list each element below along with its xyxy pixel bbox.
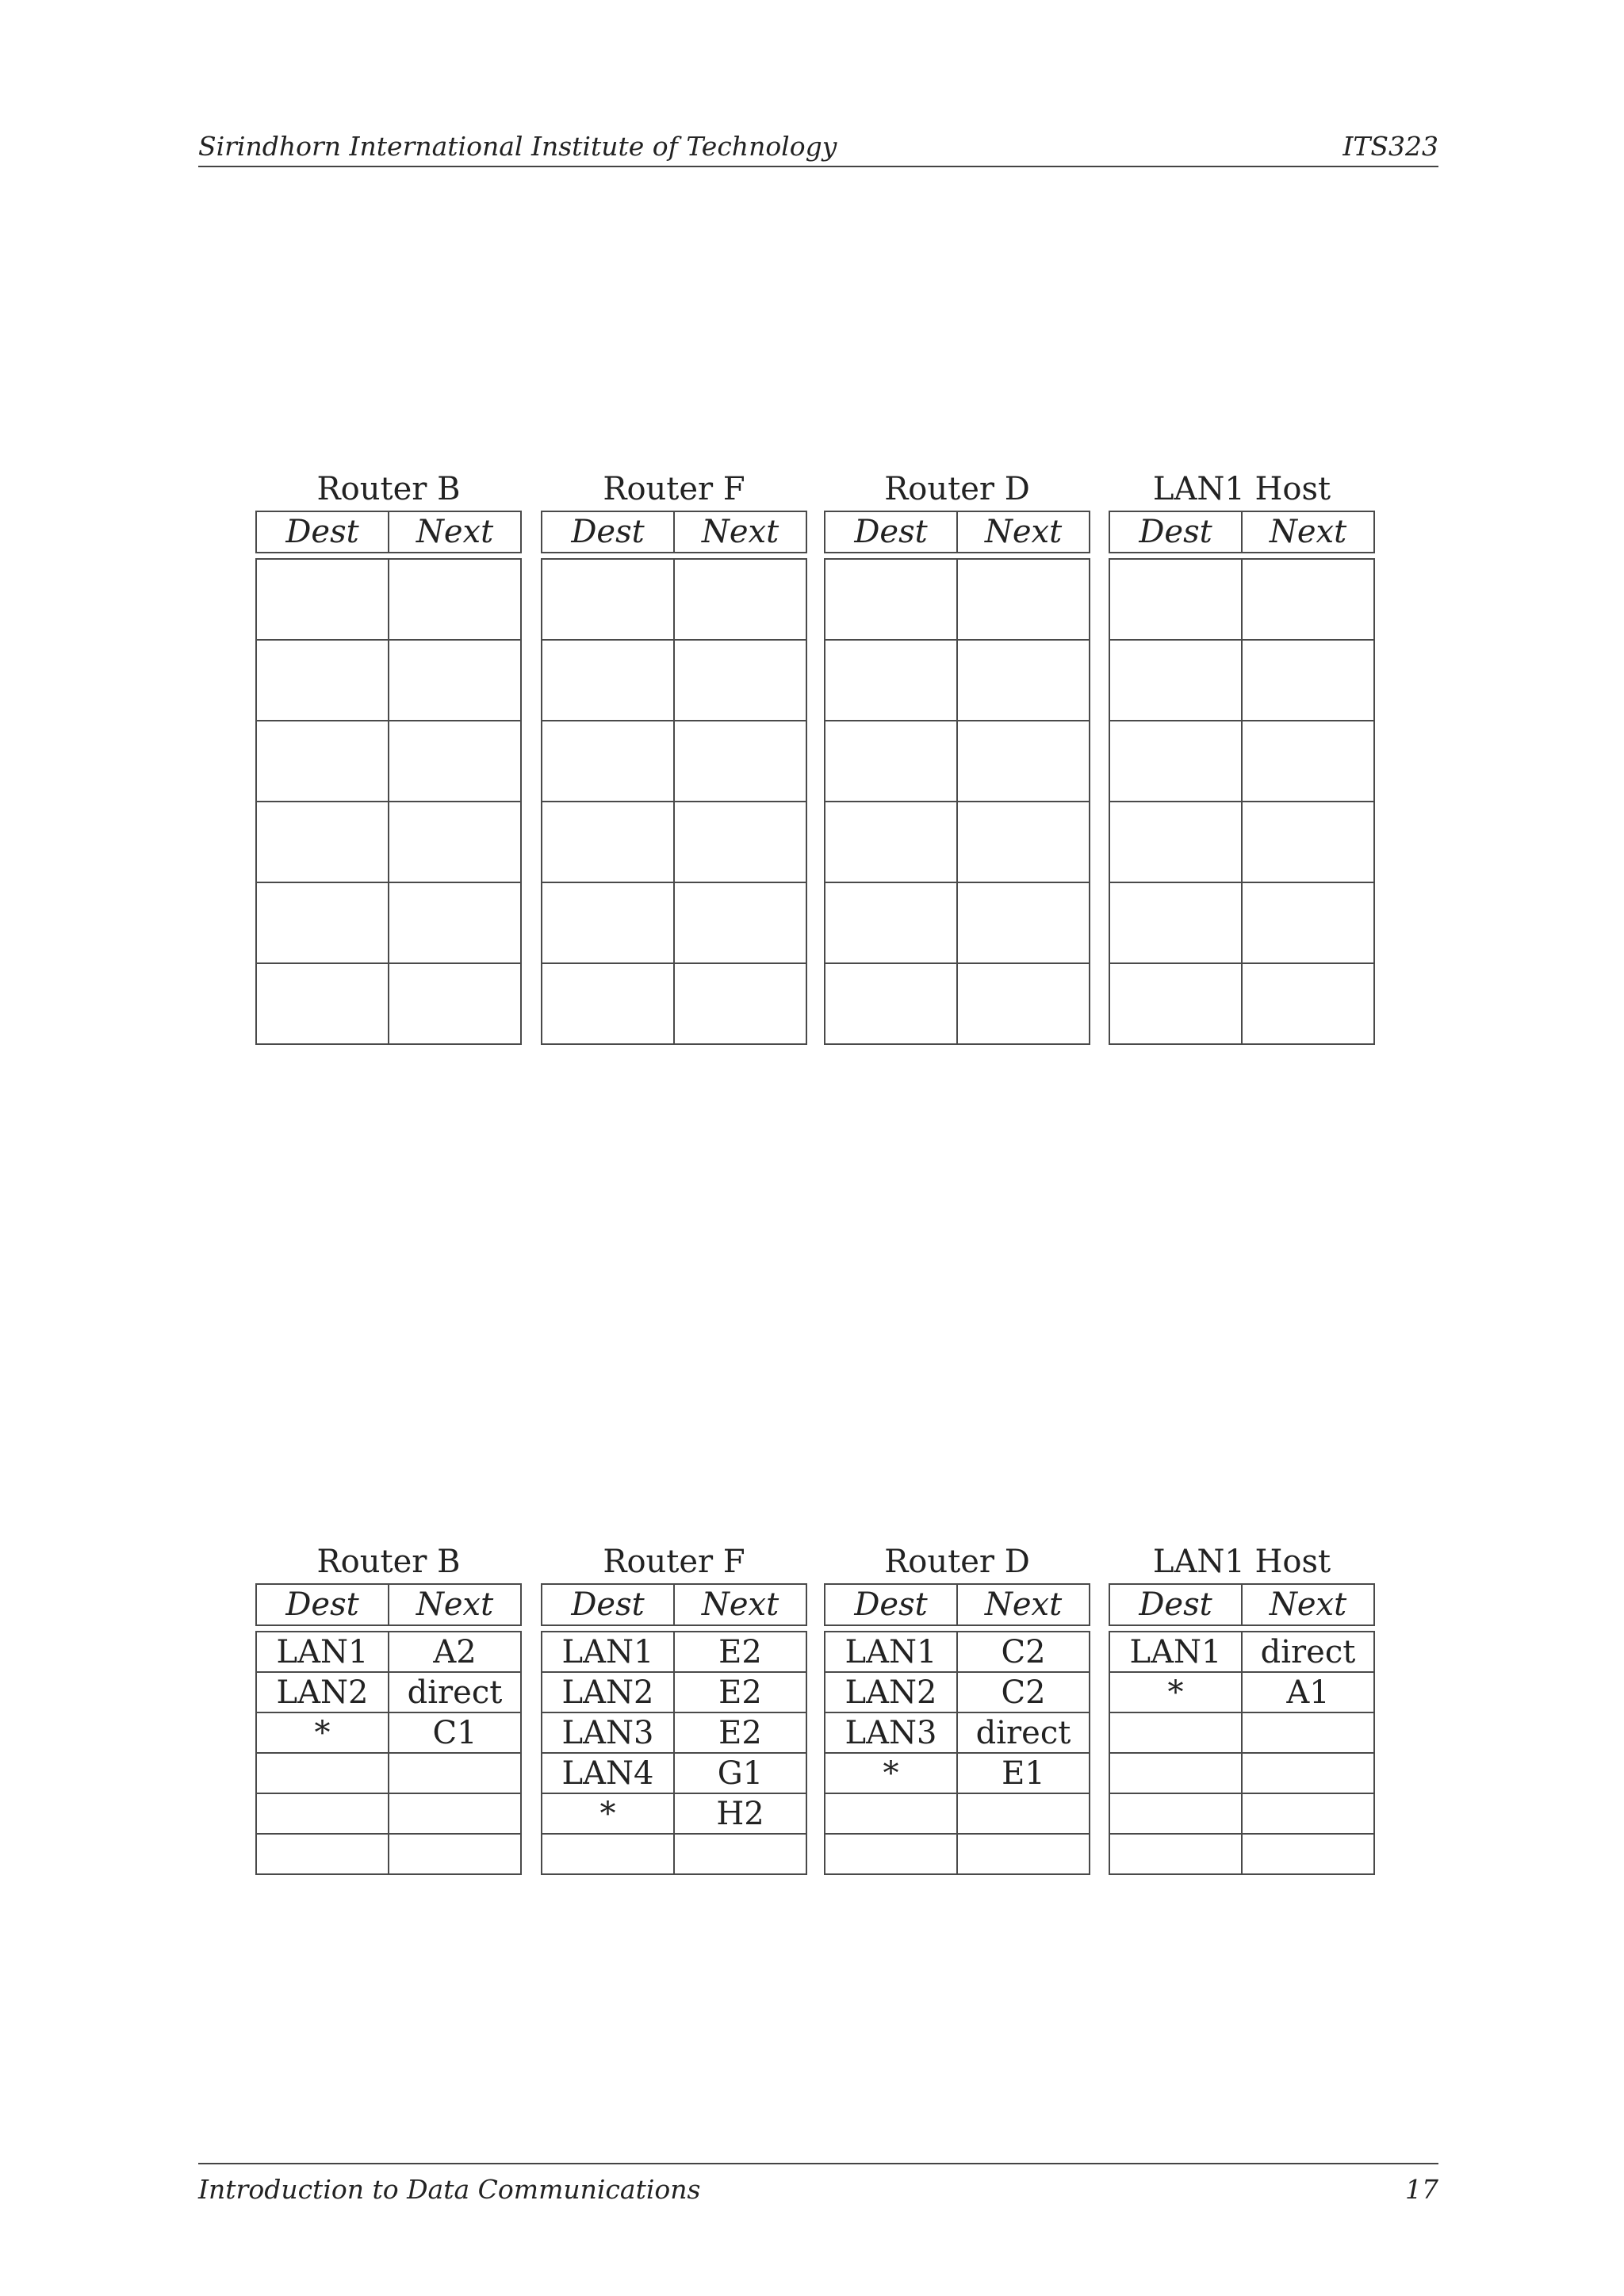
next-cell bbox=[957, 640, 1090, 721]
next-cell bbox=[1242, 559, 1374, 640]
table-body bbox=[824, 558, 1090, 1045]
dest-cell bbox=[1109, 1712, 1242, 1753]
dest-cell: LAN4 bbox=[542, 1753, 674, 1793]
table-header bbox=[1109, 1583, 1375, 1626]
next-cell bbox=[674, 802, 806, 882]
next-cell: direct bbox=[1242, 1632, 1374, 1672]
table-header bbox=[541, 511, 807, 553]
dest-cell: * bbox=[542, 1793, 674, 1834]
next-cell: direct bbox=[389, 1672, 521, 1712]
table-body bbox=[1109, 558, 1375, 1045]
table-header bbox=[824, 511, 1090, 553]
table-row bbox=[825, 1753, 1090, 1793]
table-row bbox=[542, 721, 806, 802]
table-row bbox=[1109, 1712, 1374, 1753]
dest-cell: LAN3 bbox=[825, 1712, 957, 1753]
dest-cell bbox=[542, 1834, 674, 1874]
next-cell bbox=[674, 1834, 806, 1874]
table-row bbox=[256, 640, 521, 721]
next-cell bbox=[674, 882, 806, 963]
table-row bbox=[1109, 1632, 1374, 1672]
table-row bbox=[1109, 1672, 1374, 1712]
table-row bbox=[1109, 640, 1374, 721]
next-cell: A1 bbox=[1242, 1672, 1374, 1712]
next-cell bbox=[389, 802, 521, 882]
dest-cell bbox=[1109, 559, 1242, 640]
table-row bbox=[542, 802, 806, 882]
dest-cell bbox=[1109, 640, 1242, 721]
next-cell bbox=[1242, 1753, 1374, 1793]
dest-cell bbox=[256, 1753, 389, 1793]
table-row bbox=[542, 1712, 806, 1753]
dest-cell: LAN1 bbox=[542, 1632, 674, 1672]
page-header bbox=[198, 131, 1438, 162]
table-row bbox=[825, 1632, 1090, 1672]
next-cell bbox=[674, 963, 806, 1044]
table-body bbox=[255, 1631, 522, 1875]
dest-cell: * bbox=[1109, 1672, 1242, 1712]
table-title: Router B bbox=[316, 471, 461, 507]
dest-cell bbox=[825, 1834, 957, 1874]
dest-cell bbox=[1109, 1834, 1242, 1874]
table-title: LAN1 Host bbox=[1152, 471, 1331, 507]
next-cell bbox=[1242, 802, 1374, 882]
table-row bbox=[825, 882, 1090, 963]
table-title: Router D bbox=[884, 1544, 1030, 1580]
next-cell bbox=[389, 1793, 521, 1834]
next-cell: G1 bbox=[674, 1753, 806, 1793]
header-rule bbox=[198, 166, 1438, 167]
header-institute: Sirindhorn International Institute of Technology bbox=[198, 131, 837, 162]
dest-cell bbox=[256, 1793, 389, 1834]
dest-cell bbox=[1109, 721, 1242, 802]
header-course-code: ITS323 bbox=[1342, 131, 1438, 162]
dest-cell bbox=[542, 559, 674, 640]
table-row bbox=[542, 882, 806, 963]
next-cell bbox=[674, 721, 806, 802]
table-body bbox=[541, 1631, 807, 1875]
table-row bbox=[256, 1632, 521, 1672]
table-row bbox=[542, 1834, 806, 1874]
table-title: LAN1 Host bbox=[1152, 1544, 1331, 1580]
dest-cell bbox=[256, 802, 389, 882]
dest-cell bbox=[825, 559, 957, 640]
table-row bbox=[825, 1712, 1090, 1753]
table-row bbox=[256, 721, 521, 802]
next-column-header: Next bbox=[389, 511, 521, 553]
next-cell bbox=[674, 559, 806, 640]
dest-cell bbox=[542, 882, 674, 963]
table-title: Router B bbox=[316, 1544, 461, 1580]
dest-column-header: Dest bbox=[1109, 511, 1242, 553]
dest-cell: LAN1 bbox=[1109, 1632, 1242, 1672]
dest-cell bbox=[1109, 1753, 1242, 1793]
table-row bbox=[1109, 802, 1374, 882]
table-row bbox=[542, 1672, 806, 1712]
dest-cell bbox=[825, 963, 957, 1044]
table-row bbox=[1109, 963, 1374, 1044]
table-row bbox=[542, 1632, 806, 1672]
next-column-header: Next bbox=[1242, 1584, 1374, 1625]
table-header bbox=[824, 1583, 1090, 1626]
dest-cell bbox=[825, 1793, 957, 1834]
next-cell bbox=[389, 1753, 521, 1793]
next-column-header: Next bbox=[1242, 511, 1374, 553]
next-cell: E2 bbox=[674, 1672, 806, 1712]
table-row bbox=[256, 1753, 521, 1793]
table-header bbox=[1109, 511, 1375, 553]
dest-cell: LAN1 bbox=[825, 1632, 957, 1672]
next-cell: A2 bbox=[389, 1632, 521, 1672]
dest-cell: LAN2 bbox=[825, 1672, 957, 1712]
table-row bbox=[256, 963, 521, 1044]
table-row bbox=[1109, 882, 1374, 963]
table-row bbox=[542, 963, 806, 1044]
table-title: Router F bbox=[603, 1544, 745, 1580]
dest-cell: LAN3 bbox=[542, 1712, 674, 1753]
table-row bbox=[825, 721, 1090, 802]
table-row bbox=[542, 640, 806, 721]
dest-cell bbox=[542, 640, 674, 721]
next-cell: E2 bbox=[674, 1712, 806, 1753]
dest-cell bbox=[256, 721, 389, 802]
table-header bbox=[541, 1583, 807, 1626]
dest-cell bbox=[256, 963, 389, 1044]
page-footer bbox=[198, 2174, 1438, 2205]
next-cell bbox=[1242, 721, 1374, 802]
table-row bbox=[1109, 559, 1374, 640]
dest-cell bbox=[1109, 1793, 1242, 1834]
next-cell bbox=[957, 882, 1090, 963]
next-cell bbox=[674, 640, 806, 721]
next-cell bbox=[389, 721, 521, 802]
dest-column-header: Dest bbox=[542, 511, 674, 553]
next-cell bbox=[1242, 963, 1374, 1044]
footer-course-title: Introduction to Data Communications bbox=[198, 2174, 701, 2205]
dest-cell: LAN2 bbox=[542, 1672, 674, 1712]
dest-cell bbox=[825, 640, 957, 721]
dest-cell: * bbox=[825, 1753, 957, 1793]
next-cell bbox=[1242, 1712, 1374, 1753]
table-row bbox=[825, 1834, 1090, 1874]
table-body bbox=[255, 558, 522, 1045]
next-column-header: Next bbox=[389, 1584, 521, 1625]
next-cell bbox=[1242, 640, 1374, 721]
dest-cell: LAN2 bbox=[256, 1672, 389, 1712]
next-cell bbox=[957, 963, 1090, 1044]
next-column-header: Next bbox=[674, 511, 806, 553]
dest-cell bbox=[1109, 882, 1242, 963]
table-title: Router D bbox=[884, 471, 1030, 507]
next-cell: C2 bbox=[957, 1672, 1090, 1712]
dest-cell bbox=[256, 559, 389, 640]
next-cell: E1 bbox=[957, 1753, 1090, 1793]
dest-column-header: Dest bbox=[825, 1584, 957, 1625]
dest-cell bbox=[256, 1834, 389, 1874]
dest-column-header: Dest bbox=[1109, 1584, 1242, 1625]
table-header bbox=[255, 1583, 522, 1626]
next-cell: H2 bbox=[674, 1793, 806, 1834]
table-row bbox=[825, 1672, 1090, 1712]
table-row bbox=[256, 802, 521, 882]
table-row bbox=[1109, 1753, 1374, 1793]
dest-cell bbox=[825, 882, 957, 963]
next-cell bbox=[389, 559, 521, 640]
table-row bbox=[1109, 1793, 1374, 1834]
next-cell bbox=[957, 1793, 1090, 1834]
dest-cell bbox=[542, 721, 674, 802]
table-row bbox=[825, 802, 1090, 882]
dest-cell bbox=[1109, 802, 1242, 882]
next-cell: direct bbox=[957, 1712, 1090, 1753]
table-body bbox=[824, 1631, 1090, 1875]
next-cell: E2 bbox=[674, 1632, 806, 1672]
dest-cell bbox=[1109, 963, 1242, 1044]
table-row bbox=[256, 1793, 521, 1834]
table-body bbox=[1109, 1631, 1375, 1875]
next-cell bbox=[1242, 1793, 1374, 1834]
footer-rule bbox=[198, 2163, 1438, 2164]
dest-cell: * bbox=[256, 1712, 389, 1753]
table-row bbox=[542, 559, 806, 640]
dest-column-header: Dest bbox=[256, 511, 389, 553]
next-cell: C1 bbox=[389, 1712, 521, 1753]
table-row bbox=[1109, 721, 1374, 802]
dest-cell bbox=[825, 721, 957, 802]
dest-column-header: Dest bbox=[542, 1584, 674, 1625]
dest-column-header: Dest bbox=[825, 511, 957, 553]
next-cell bbox=[389, 882, 521, 963]
dest-cell bbox=[542, 963, 674, 1044]
next-cell bbox=[389, 1834, 521, 1874]
table-row bbox=[825, 640, 1090, 721]
next-cell bbox=[957, 559, 1090, 640]
table-row bbox=[542, 1793, 806, 1834]
table-row bbox=[256, 559, 521, 640]
next-cell bbox=[389, 640, 521, 721]
table-row bbox=[256, 1834, 521, 1874]
next-cell bbox=[957, 802, 1090, 882]
next-column-header: Next bbox=[674, 1584, 806, 1625]
table-row bbox=[825, 1793, 1090, 1834]
dest-cell bbox=[825, 802, 957, 882]
page-number: 17 bbox=[1405, 2174, 1438, 2205]
next-cell bbox=[957, 721, 1090, 802]
next-column-header: Next bbox=[957, 511, 1090, 553]
next-cell bbox=[1242, 1834, 1374, 1874]
table-body bbox=[541, 558, 807, 1045]
next-cell bbox=[1242, 882, 1374, 963]
dest-cell bbox=[256, 882, 389, 963]
dest-cell: LAN1 bbox=[256, 1632, 389, 1672]
table-row bbox=[256, 1712, 521, 1753]
table-row bbox=[256, 882, 521, 963]
table-title: Router F bbox=[603, 471, 745, 507]
table-row bbox=[825, 559, 1090, 640]
dest-cell bbox=[542, 802, 674, 882]
next-cell bbox=[957, 1834, 1090, 1874]
table-row bbox=[542, 1753, 806, 1793]
next-cell: C2 bbox=[957, 1632, 1090, 1672]
table-row bbox=[256, 1672, 521, 1712]
table-row bbox=[1109, 1834, 1374, 1874]
table-row bbox=[825, 963, 1090, 1044]
next-column-header: Next bbox=[957, 1584, 1090, 1625]
next-cell bbox=[389, 963, 521, 1044]
table-header bbox=[255, 511, 522, 553]
dest-column-header: Dest bbox=[256, 1584, 389, 1625]
dest-cell bbox=[256, 640, 389, 721]
